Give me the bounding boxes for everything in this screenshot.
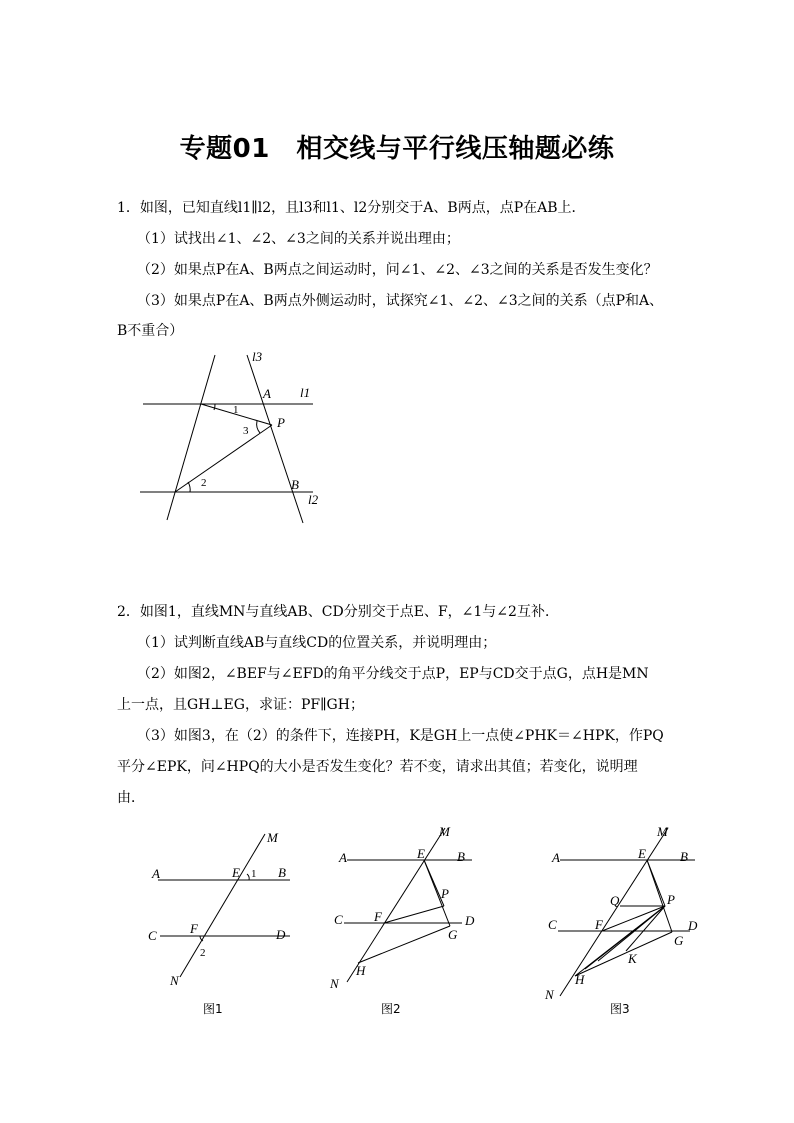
- line-MN: [180, 834, 265, 977]
- f3-label-N: N: [545, 987, 554, 1002]
- q2-figure-2: [322, 818, 492, 996]
- q2-sub2-line2: 上一点，且GH⊥EG，求证：PF∥GH；: [117, 697, 364, 713]
- f3-label-D: D: [688, 918, 698, 933]
- label-A: A: [263, 386, 271, 401]
- f1-label-F: F: [190, 921, 198, 936]
- f3-label-E: E: [638, 846, 646, 861]
- line-MN: [347, 828, 445, 982]
- caption-figure-1: 图1: [203, 1002, 223, 1016]
- f2-label-G: G: [448, 927, 458, 942]
- q2-stem: 2．如图1，直线MN与直线AB、CD分别交于点E、F，∠1与∠2互补．: [117, 604, 559, 620]
- q1-stem: 1．如图，已知直线l1∥l2，且l3和l1、l2分别交于A、B两点，点P在AB上．: [117, 200, 586, 216]
- q1-sub3-line1: （3）如果点P在A、B两点外侧运动时，试探究∠1、∠2、∠3之间的关系（点P和A、: [137, 293, 664, 309]
- f2-label-D: D: [465, 913, 475, 928]
- label-angle-2: 2: [201, 477, 207, 489]
- segment-P-to-left-bottom: [175, 425, 272, 492]
- q2-sub3-line2: 平分∠EPK，问∠HPQ的大小是否发生变化？若不变，请求出其值；若变化，说明理: [117, 759, 638, 775]
- q2-sub3-line3: 由．: [117, 790, 145, 806]
- q1-sub1: （1）试找出∠1、∠2、∠3之间的关系并说出理由；: [137, 231, 460, 247]
- label-P: P: [277, 415, 285, 430]
- f2-label-E: E: [417, 846, 425, 861]
- q1-figure: [135, 345, 335, 525]
- f1-label-E: E: [232, 865, 240, 880]
- q2-sub2-line1: （2）如图2，∠BEF与∠EFD的角平分线交于点P，EP与CD交于点G，点H是MN: [137, 666, 649, 682]
- q2-sub1: （1）试判断直线AB与直线CD的位置关系，并说明理由；: [137, 635, 497, 651]
- f1-label-C: C: [148, 928, 157, 943]
- f3-label-C: C: [548, 917, 557, 932]
- f3-label-M: M: [657, 824, 668, 839]
- f2-label-B: B: [457, 849, 465, 864]
- f3-label-H: H: [575, 972, 585, 987]
- q2-sub3-line1: （3）如图3，在（2）的条件下，连接PH，K是GH上一点使∠PHK＝∠HPK，作PQ: [137, 728, 664, 744]
- f3-label-G: G: [674, 933, 684, 948]
- f2-label-N: N: [330, 976, 339, 991]
- q1-sub2: （2）如果点P在A、B两点之间运动时，问∠1、∠2、∠3之间的关系是否发生变化？: [137, 262, 658, 278]
- caption-figure-2: 图2: [381, 1002, 401, 1016]
- f1-label-A: A: [152, 866, 160, 881]
- f1-label-N: N: [170, 973, 179, 988]
- label-angle-3: 3: [243, 425, 249, 437]
- f3-label-B: B: [680, 849, 688, 864]
- f1-label-M: M: [267, 830, 278, 845]
- f3-label-A: A: [552, 850, 560, 865]
- label-l3: l3: [252, 349, 263, 364]
- f2-label-H: H: [356, 963, 366, 978]
- f2-label-A: A: [339, 850, 347, 865]
- f3-label-P: P: [667, 892, 675, 907]
- f3-label-F: F: [595, 917, 603, 932]
- caption-figure-3: 图3: [610, 1002, 630, 1016]
- label-l2: l2: [308, 492, 319, 507]
- label-B: B: [291, 477, 299, 492]
- line-MN: [560, 828, 668, 996]
- f3-label-K: K: [628, 951, 637, 966]
- line-l3: [247, 355, 303, 523]
- f2-label-M: M: [439, 824, 450, 839]
- segment-FP: [384, 906, 444, 923]
- f1-label-1: 1: [251, 868, 257, 880]
- segment-FP: [602, 906, 665, 931]
- q1-sub3-line2: B不重合）: [117, 323, 184, 339]
- q2-figure-1: [140, 822, 300, 997]
- f1-label-2: 2: [200, 947, 206, 959]
- f2-label-C: C: [334, 912, 343, 927]
- f2-label-P: P: [441, 886, 449, 901]
- f3-label-Q: Q: [610, 893, 620, 908]
- f1-label-B: B: [278, 865, 286, 880]
- f1-label-D: D: [276, 927, 286, 942]
- q2-figure-3: [540, 818, 710, 1004]
- label-angle-1: 1: [233, 404, 239, 416]
- label-l1: l1: [300, 385, 311, 400]
- f2-label-F: F: [374, 909, 382, 924]
- transversal-left: [167, 355, 215, 520]
- segment-GH: [358, 926, 450, 963]
- page-title: 专题01 相交线与平行线压轴题必练: [179, 134, 615, 164]
